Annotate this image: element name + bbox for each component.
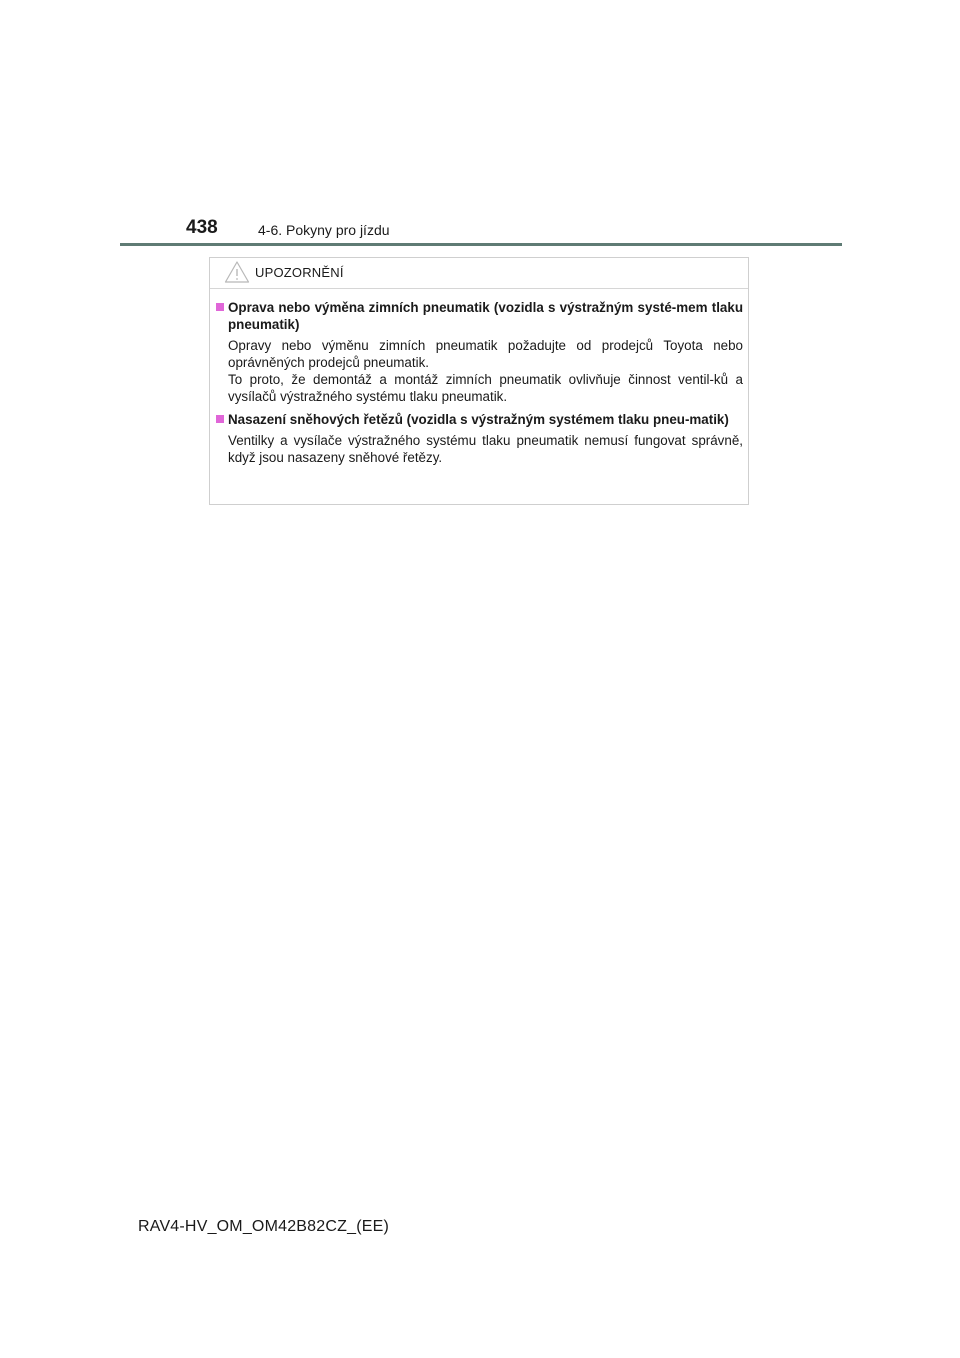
item-heading [216,411,743,428]
item-paragraph: To proto, že demontáž a montáž zimních pneumatik ovlivňuje činnost ventil-ků a vysílačů výstražného systému tlaku pneumatik. [228,372,743,404]
header-divider [120,243,842,246]
caution-item [216,299,743,405]
warning-triangle-icon [224,260,250,284]
caution-header [210,258,748,289]
page-number: 438 [186,217,218,238]
item-heading [216,299,743,333]
item-paragraph: Ventilky a vysílače výstražného systému tlaku pneumatik nemusí fungovat správně, když jsou nasazeny sněhové řetězy. [228,433,743,465]
caution-item [216,411,743,466]
item-paragraph: Opravy nebo výměnu zimních pneumatik požadujte od prodejců Toyota nebo oprávněných prodejců pneumatik. [228,338,743,370]
item-text [216,432,743,466]
caution-box [209,257,749,505]
bullet-square-icon [216,303,224,311]
section-title: 4-6. Pokyny pro jízdu [258,222,390,238]
item-heading-text: Oprava nebo výměna zimních pneumatik (vozidla s výstražným systé-mem tlaku pneumatik) [228,300,743,332]
bullet-square-icon [216,415,224,423]
item-heading-text: Nasazení sněhových řetězů (vozidla s výstražným systémem tlaku pneu-matik) [228,412,729,427]
caution-label: UPOZORNĚNÍ [255,265,344,280]
caution-body [216,299,743,466]
document-code: RAV4-HV_OM_OM42B82CZ_(EE) [138,1218,389,1235]
item-text [216,337,743,405]
